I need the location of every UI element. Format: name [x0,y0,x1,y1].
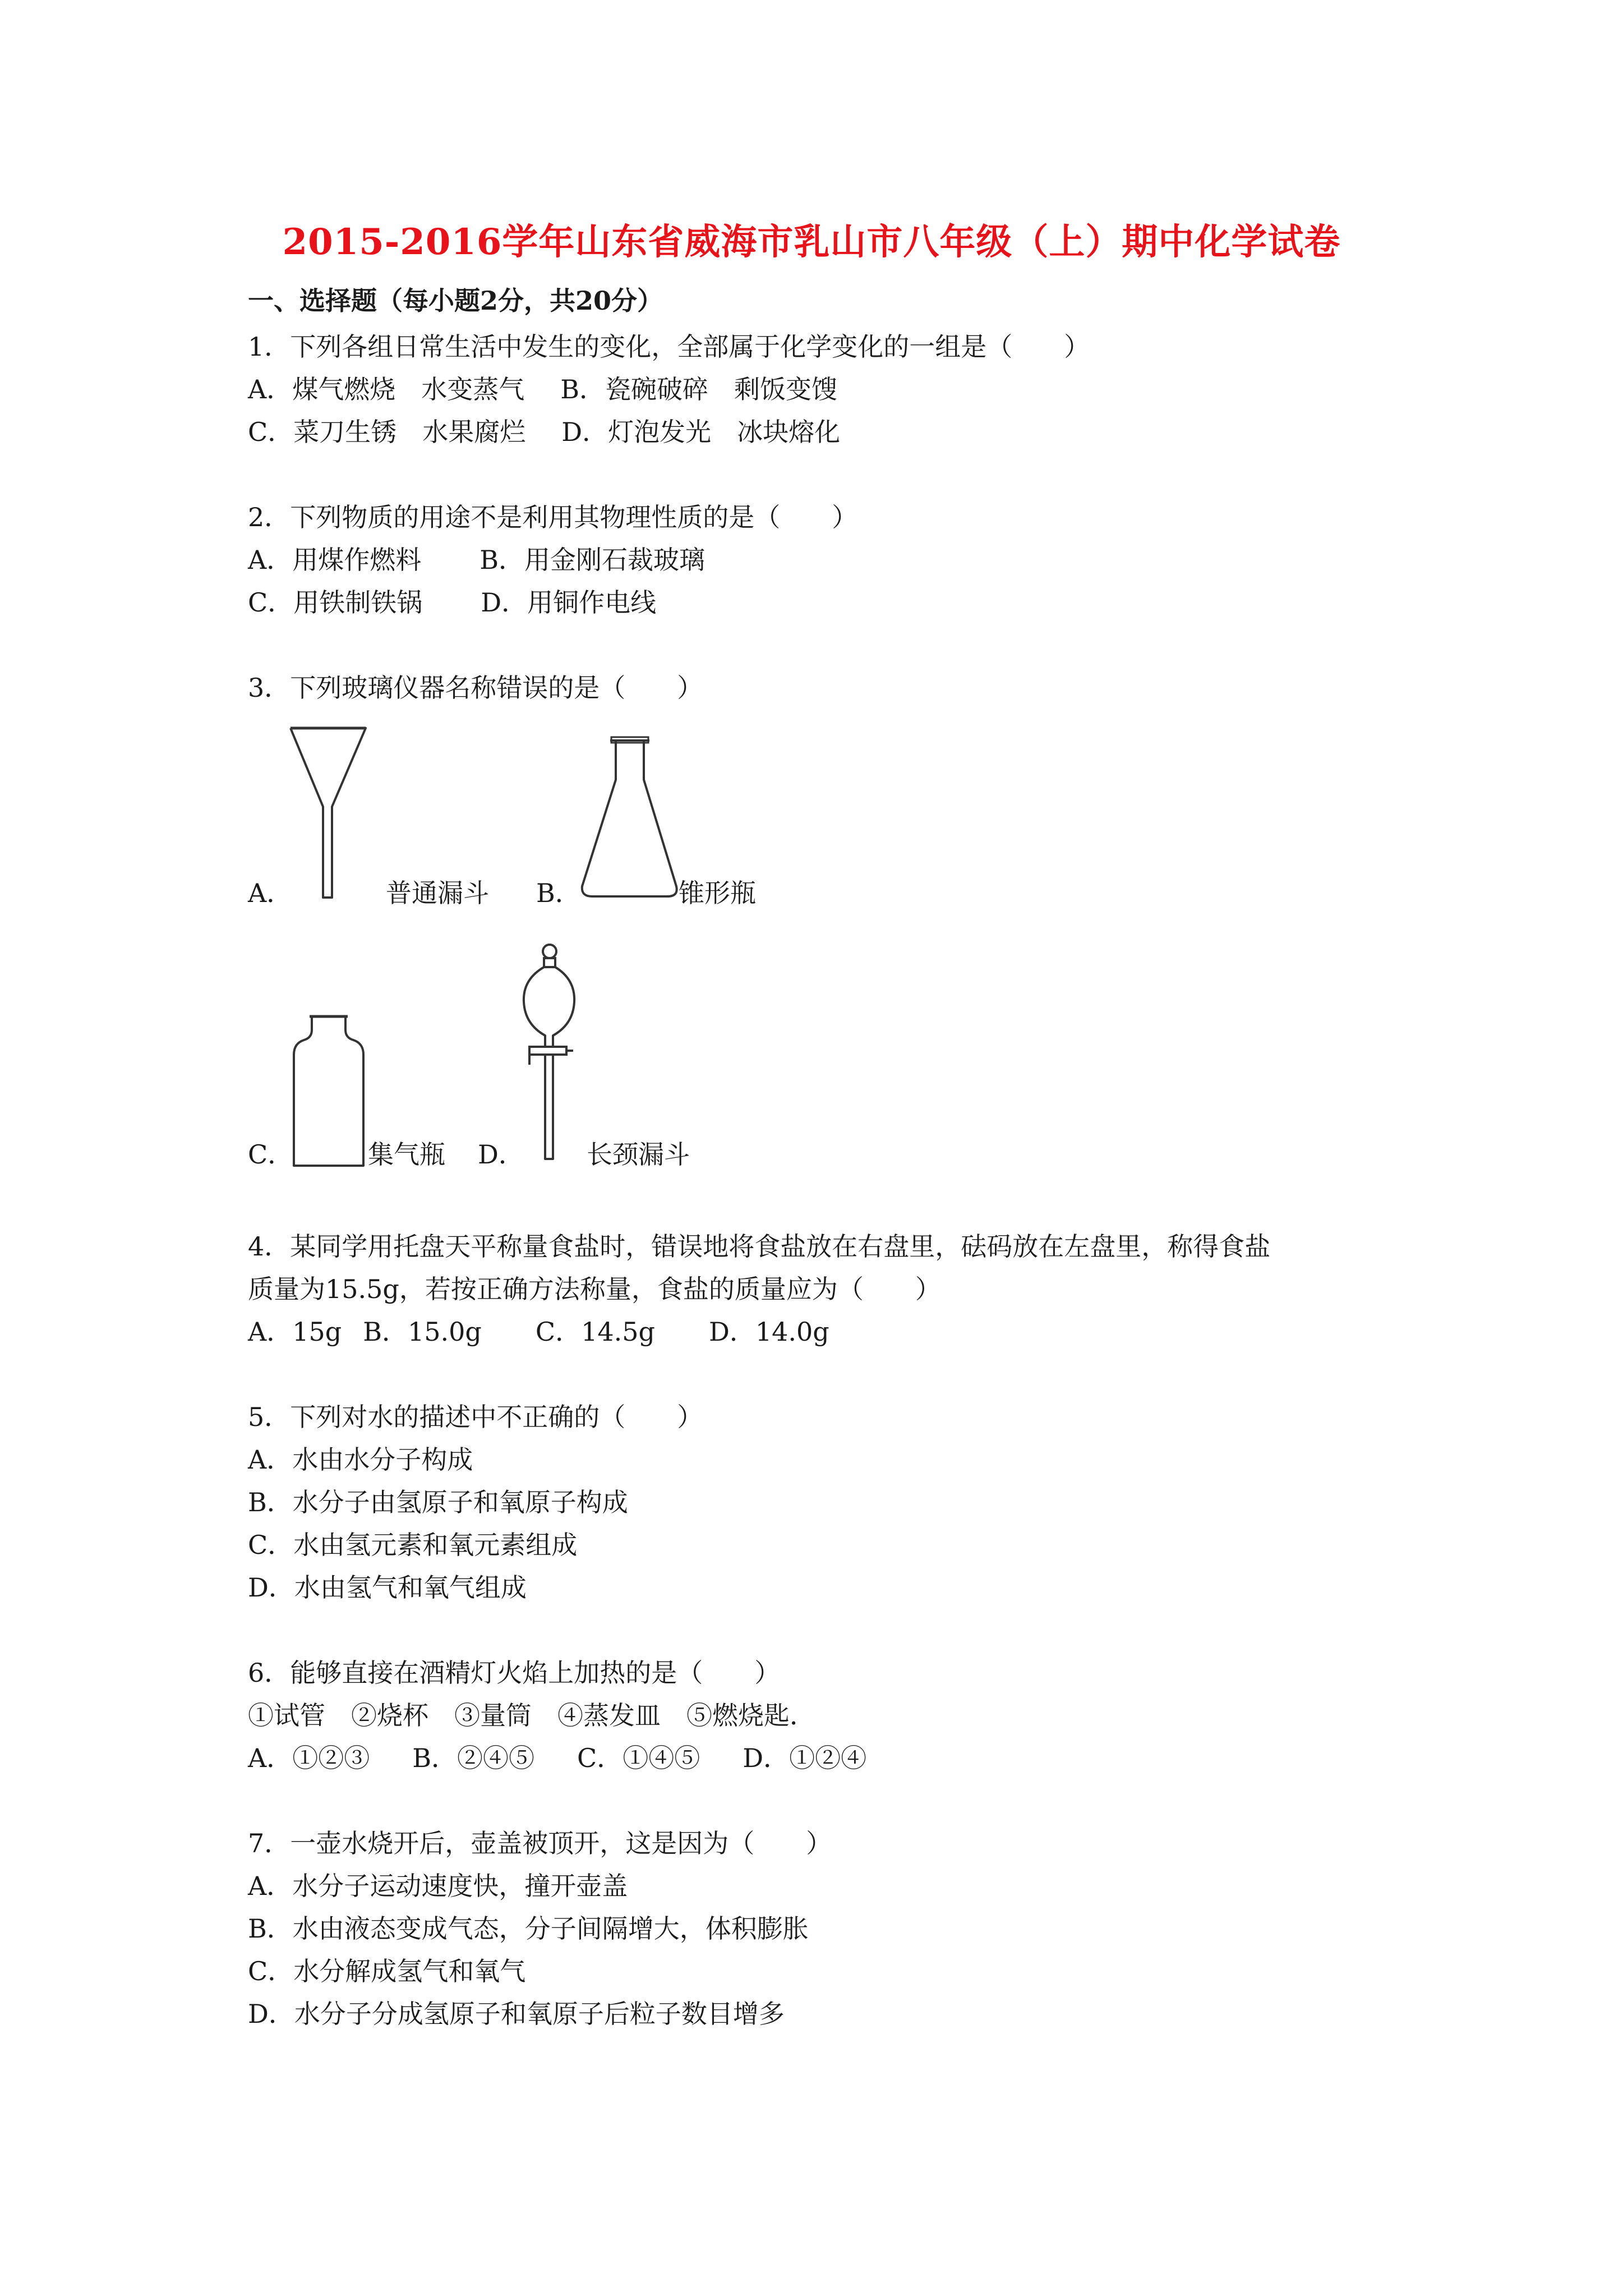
question-2-stem: 2．下列物质的用途不是利用其物理性质的是（ ） [248,502,858,532]
question-2-options-row-2 [248,587,656,618]
question-5-option-d: D．水由氢气和氧气组成 [248,1572,527,1603]
question-4-options [248,1316,829,1347]
question-7-stem: 7．一壶水烧开后，壶盖被顶开，这是因为（ ） [248,1828,832,1858]
question-1-option-c: C．菜刀生锈 水果腐烂 [248,417,526,447]
question-1-option-b: B．瓷碗破碎 剩饭变馊 [560,374,838,404]
question-4-stem-continued: 质量为15.5g，若按正确方法称量，食盐的质量应为（ ） [248,1274,941,1304]
figure-a-letter: A． [248,878,293,908]
question-5-option-c: C．水由氢元素和氧元素组成 [248,1530,578,1560]
question-7-option-a: A．水分子运动速度快，撞开壶盖 [248,1871,628,1901]
figure-d-label: 长颈漏斗 [587,1139,690,1170]
question-6-option-a: A．①②③ [248,1743,370,1773]
funnel-icon [286,724,370,903]
question-2-option-d: D．用铜作电线 [481,587,657,618]
figure-b-label: 锥形瓶 [679,878,756,908]
question-1-option-a: A．煤气燃烧 水变蒸气 [248,374,525,404]
question-6-stem: 6．能够直接在酒精灯火焰上加热的是（ ） [248,1658,781,1688]
question-6-option-c: C．①④⑤ [577,1743,700,1773]
question-6-items: ①试管 ②烧杯 ③量筒 ④蒸发皿 ⑤燃烧匙． [248,1700,815,1731]
question-7-option-c: C．水分解成氢气和氧气 [248,1956,526,1986]
question-2-option-a: A．用煤作燃料 [248,545,422,575]
figure-b-letter: B． [536,878,581,908]
question-6-option-d: D．①②④ [743,1743,867,1773]
question-1-option-d: D．灯泡发光 冰块熔化 [561,417,841,447]
separatory-funnel-icon [515,940,582,1165]
question-3-stem: 3．下列玻璃仪器名称错误的是（ ） [248,673,703,703]
question-5-option-b: B．水分子由氢原子和氧原子构成 [248,1487,628,1517]
figure-c-label: 集气瓶 [368,1139,445,1170]
question-4-option-b: B．15.0g [363,1317,482,1347]
question-6-option-b: B．②④⑤ [412,1743,535,1773]
page-title: 2015-2016学年山东省威海市乳山市八年级（上）期中化学试卷 [282,221,1341,263]
gas-jar-icon [289,1013,368,1170]
question-7-option-d: D．水分子分成氢原子和氧原子后粒子数目增多 [248,1999,785,2029]
question-4-option-c: C．14.5g [535,1317,655,1347]
figure-a-label: 普通漏斗 [386,878,489,908]
question-1-stem: 1．下列各组日常生活中发生的变化，全部属于化学变化的一组是（ ） [248,332,1090,362]
question-4-option-a: A．15g [248,1317,342,1347]
question-4-option-d: D．14.0g [708,1317,829,1347]
question-2-option-c: C．用铁制铁锅 [248,587,423,618]
question-4-stem: 4．某同学用托盘天平称量食盐时，错误地将食盐放在右盘里，砝码放在左盘里，称得食盐 [248,1231,1271,1262]
conical-flask-icon [577,735,683,903]
question-1-options-row-2 [248,416,840,448]
question-7-option-b: B．水由液态变成气态，分子间隔增大，体积膨胀 [248,1913,809,1944]
section-heading: 一、选择题（每小题2分，共20分） [248,286,663,316]
figure-d-letter: D． [478,1139,524,1170]
question-2-options-row-1 [248,544,705,576]
figure-c-letter: C． [248,1139,294,1170]
question-6-options [248,1742,866,1774]
question-1-options-row-1 [248,374,837,405]
question-5-option-a: A．水由水分子构成 [248,1444,473,1475]
question-2-option-b: B．用金刚石裁玻璃 [479,545,706,575]
question-5-stem: 5．下列对水的描述中不正确的（ ） [248,1402,703,1432]
